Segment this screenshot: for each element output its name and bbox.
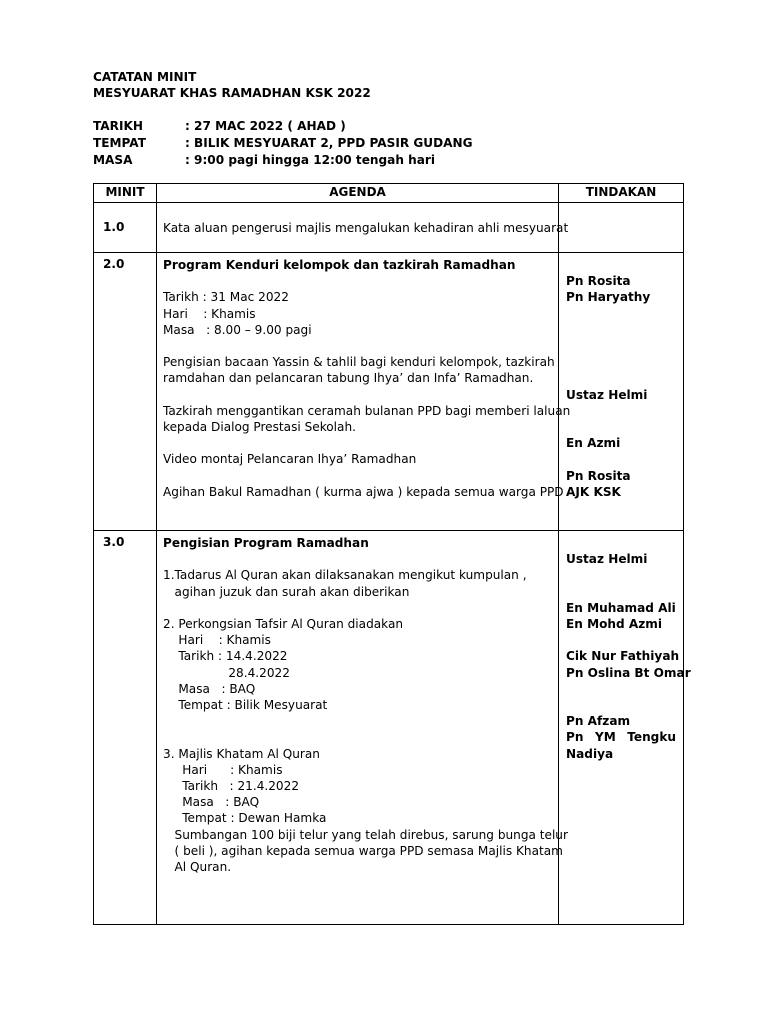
tindakan-name: Pn Rosita xyxy=(566,468,631,483)
tindakan-name: Cik Nur Fathiyah xyxy=(566,649,680,664)
meta-row-masa xyxy=(93,152,473,169)
minutes-table xyxy=(93,183,691,925)
tindakan-name: Ustaz Helmi xyxy=(566,552,648,567)
tindakan-cell xyxy=(559,531,691,925)
tindakan-name: En Muhamad Ali xyxy=(566,600,676,615)
agenda-line: Hari : Khamis xyxy=(163,762,283,777)
agenda-line: Video montaj Pelancaran Ihya’ Ramadhan xyxy=(163,452,417,467)
agenda-line: Tempat : Bilik Mesyuarat xyxy=(163,698,328,712)
meta-value: : 9:00 pagi hingga 12:00 tengah hari xyxy=(185,153,436,167)
agenda-line: kepada Dialog Prestasi Sekolah. xyxy=(163,419,356,434)
table-row xyxy=(94,253,684,531)
agenda-line: Masa : BAQ xyxy=(163,681,256,696)
agenda-title: Pengisian Program Ramadhan xyxy=(163,536,369,550)
tindakan-cell xyxy=(559,253,684,531)
agenda-line: Agihan Bakul Ramadhan ( kurma ajwa ) kepada semua warga PPD xyxy=(163,484,564,499)
document-header xyxy=(93,69,371,101)
agenda-line: Masa : BAQ xyxy=(163,795,260,810)
tindakan-name: Pn YM Tengku xyxy=(566,730,676,745)
agenda-line: 1.Tadarus Al Quran akan dilaksanakan mengikut kumpulan , xyxy=(163,568,527,583)
agenda-line: Tarikh : 31 Mac 2022 xyxy=(163,290,289,305)
agenda-line: Al Quran. xyxy=(163,860,232,874)
tindakan-cell xyxy=(559,203,684,253)
header-tindakan: TINDAKAN xyxy=(559,184,684,203)
meta-label: MASA xyxy=(93,153,133,167)
minit-number: 2.0 xyxy=(94,253,157,531)
agenda-line: Masa : 8.00 – 9.00 pagi xyxy=(163,322,312,337)
meeting-details xyxy=(93,118,473,169)
minit-number: 1.0 xyxy=(94,203,157,253)
tindakan-name: Pn Haryathy xyxy=(566,290,651,305)
agenda-line: ramdahan dan pelancaran tabung Ihya’ dan Infa’ Ramadhan. xyxy=(163,371,534,386)
agenda-cell xyxy=(157,203,569,253)
agenda-title: Program Kenduri kelompok dan tazkirah Ramadhan xyxy=(163,258,516,272)
meta-value: : 27 MAC 2022 ( AHAD ) xyxy=(185,119,346,133)
table-row xyxy=(94,203,684,253)
agenda-line: Tarikh : 21.4.2022 xyxy=(163,778,300,793)
agenda-line: Tempat : Dewan Hamka xyxy=(163,811,327,826)
agenda-text: Kata aluan pengerusi majlis mengalukan kehadiran ahli mesyuarat xyxy=(163,221,569,235)
agenda-line: 3. Majlis Khatam Al Quran xyxy=(163,746,320,761)
minit-number: 3.0 xyxy=(94,531,157,925)
agenda-line: 28.4.2022 xyxy=(163,665,290,680)
table-header-row xyxy=(94,184,684,203)
meta-label: TEMPAT xyxy=(93,136,146,150)
agenda-cell xyxy=(157,253,571,531)
meta-row-tempat xyxy=(93,135,473,152)
header-agenda: AGENDA xyxy=(157,184,559,203)
agenda-line: 2. Perkongsian Tafsir Al Quran diadakan xyxy=(163,616,404,631)
doc-title: CATATAN MINIT xyxy=(93,70,197,84)
agenda-line: Sumbangan 100 biji telur yang telah direbus, sarung bunga telur xyxy=(163,827,568,842)
meta-value: : BILIK MESYUARAT 2, PPD PASIR GUDANG xyxy=(185,136,473,150)
tindakan-name: En Mohd Azmi xyxy=(566,616,663,631)
header-minit: MINIT xyxy=(94,184,157,203)
tindakan-name: Pn Rosita xyxy=(566,274,631,289)
agenda-cell xyxy=(157,531,568,925)
agenda-line: Tarikh : 14.4.2022 xyxy=(163,649,288,664)
tindakan-name: Nadiya xyxy=(566,746,614,761)
agenda-line: agihan juzuk dan surah akan diberikan xyxy=(163,584,410,599)
tindakan-name: Pn Oslina Bt Omar xyxy=(566,665,691,680)
agenda-line: Pengisian bacaan Yassin & tahlil bagi kenduri kelompok, tazkirah xyxy=(163,355,555,370)
meta-label: TARIKH xyxy=(93,119,143,133)
tindakan-name: Pn Afzam xyxy=(566,714,631,729)
tindakan-name: AJK KSK xyxy=(566,484,621,499)
agenda-line: Hari : Khamis xyxy=(163,633,271,648)
agenda-line: Hari : Khamis xyxy=(163,306,256,321)
meta-row-tarikh xyxy=(93,118,473,135)
agenda-line: ( beli ), agihan kepada semua warga PPD semasa Majlis Khatam xyxy=(163,843,563,858)
meeting-title: MESYUARAT KHAS RAMADHAN KSK 2022 xyxy=(93,86,371,100)
tindakan-name: En Azmi xyxy=(566,436,621,451)
tindakan-name: Ustaz Helmi xyxy=(566,387,648,402)
table-row xyxy=(94,531,684,925)
agenda-line: Tazkirah menggantikan ceramah bulanan PPD bagi memberi laluan xyxy=(163,403,571,418)
